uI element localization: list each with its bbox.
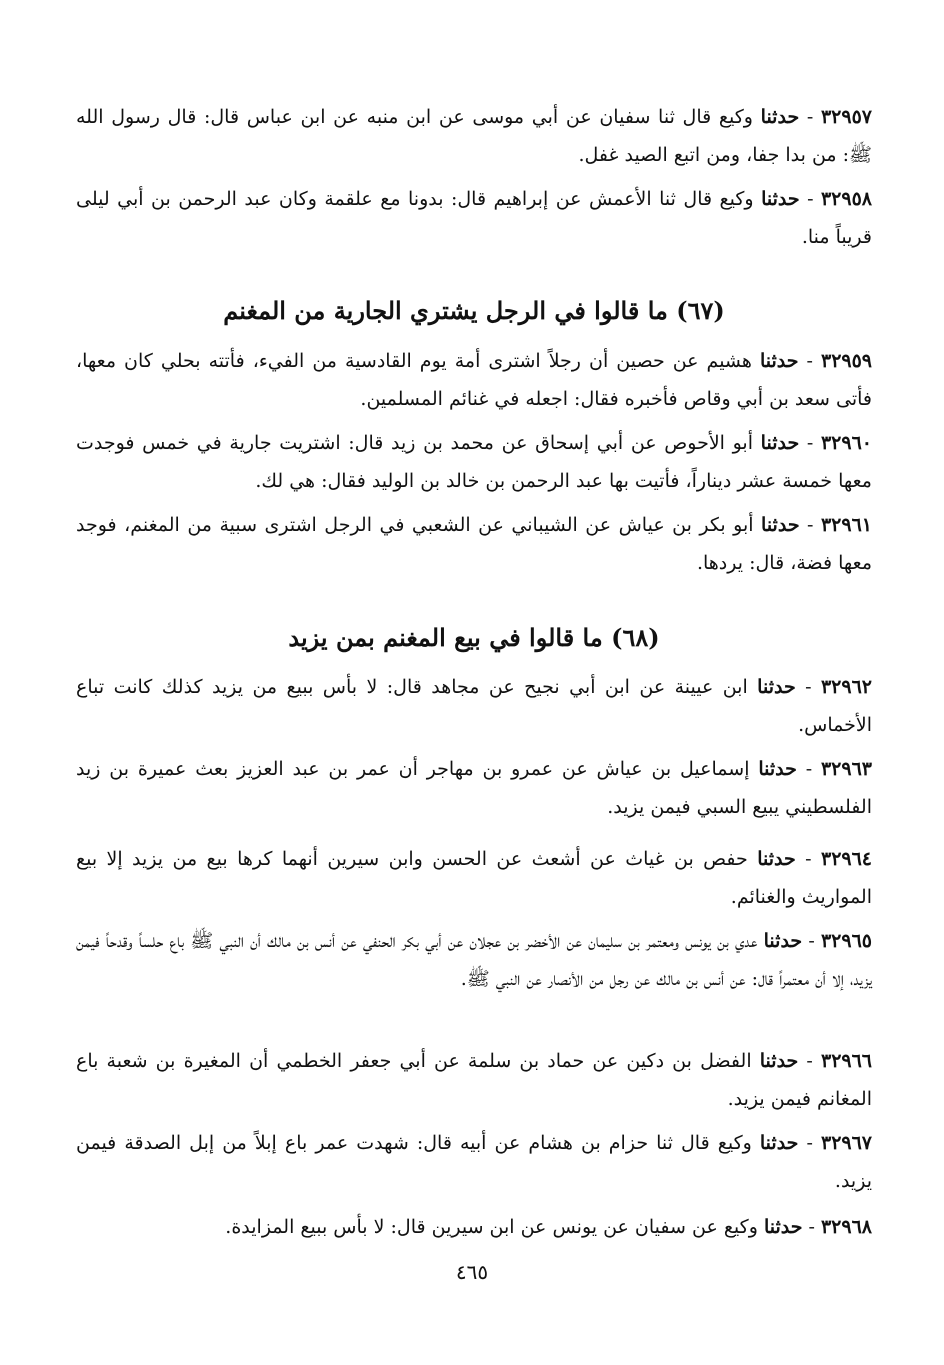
hadith-number: ٣٢٩٥٨: [820, 188, 872, 210]
hadith-number: ٣٢٩٦٦: [820, 1050, 873, 1072]
hadith-lead: حدثنا: [763, 1216, 803, 1238]
hadith-text: إسماعيل بن عياش عن عمرو بن مهاجر أن عمر بن عبد العزيز بعث عميرة بن زيد الفلسطيني يبيع السبي فيمن يزيد.: [76, 758, 872, 818]
hadith-number: ٣٢٩٦٤: [820, 848, 873, 870]
hadith-32968: ٣٢٩٦٨ - حدثنا وكيع عن سفيان عن يونس عن ابن سيرين قال: لا بأس ببيع المزايدة.: [225, 1216, 872, 1238]
hadith-number: ٣٢٩٦٧: [820, 1132, 873, 1154]
chapter-heading-67: (٦٧) ما قالوا في الرجل يشتري الجارية من المغنم: [223, 296, 725, 325]
hadith-lead: حدثنا: [761, 188, 800, 210]
hadith-lead: حدثنا: [761, 514, 800, 536]
hadith-number: ٣٢٩٦١: [820, 514, 872, 536]
hadith-lead: حدثنا: [757, 848, 796, 870]
hadith-text: حفص بن غياث عن أشعث عن الحسن وابن سيرين أنهما كرها بيع من يزيد إلا بيع المواريث والغنائم.: [76, 848, 872, 908]
hadith-text: وكيع عن سفيان عن يونس عن ابن سيرين قال: لا بأس ببيع المزايدة.: [225, 1216, 758, 1238]
hadith-number: ٣٢٩٦٣: [820, 758, 872, 780]
hadith-32963: ٣٢٩٦٣ - حدثنا إسماعيل بن عياش عن عمرو بن مهاجر أن عمر بن عبد العزيز بعث عميرة بن زيد الفلسطيني يبيع السبي فيمن يزيد.: [76, 758, 872, 818]
hadith-number: ٣٢٩٦٨: [820, 1216, 872, 1238]
hadith-lead: حدثنا: [759, 350, 799, 372]
hadith-32966: ٣٢٩٦٦ - حدثنا الفضل بن دكين عن حماد بن سلمة عن أبي جعفر الخطمي أن المغيرة بن شعبة باع المغانم فيمن يزيد.: [76, 1050, 873, 1110]
hadith-32962: ٣٢٩٦٢ - حدثنا ابن عيينة عن ابن أبي نجيح عن مجاهد قال: لا بأس ببيع من يزيد كذلك كانت تباع الأخماس.: [76, 676, 872, 736]
hadith-lead: حدثنا: [759, 1050, 799, 1072]
hadith-text: وكيع قال ثنا حزام بن هشام عن أبيه قال: شهدت عمر باع إبلاً من إبل الصدقة فيمن يزيد.: [76, 1132, 872, 1192]
chapter-heading-68: (٦٨) ما قالوا في بيع المغنم بمن يزيد: [288, 623, 660, 652]
hadith-lead: حدثنا: [760, 106, 800, 128]
hadith-text: الفضل بن دكين عن حماد بن سلمة عن أبي جعفر الخطمي أن المغيرة بن شعبة باع المغانم فيمن يزيد.: [76, 1050, 872, 1110]
hadith-32961: ٣٢٩٦١ - حدثنا أبو بكر بن عياش عن الشيباني عن الشعبي في الرجل اشترى سبية من المغنم، فوجد معها فضة، قال: يردها.: [76, 514, 872, 574]
hadith-32964: ٣٢٩٦٤ - حدثنا حفص بن غياث عن أشعث عن الحسن وابن سيرين أنهما كرها بيع من يزيد إلا بيع المواريث والغنائم.: [76, 848, 873, 908]
hadith-number: ٣٢٩٦٢: [820, 676, 872, 698]
hadith-lead: حدثنا: [759, 1132, 799, 1154]
hadith-32960: ٣٢٩٦٠ - حدثنا أبو الأحوص عن أبي إسحاق عن محمد بن زيد قال: اشتريت جارية في خمس فوجدت معها خمسة عشر ديناراً، فأتيت بها عبد الرحمن بن خالد بن الوليد فقال: هي لك.: [76, 432, 872, 492]
hadith-lead: حدثنا: [757, 676, 796, 698]
hadith-text: وكيع قال ثنا الأعمش عن إبراهيم قال: بدونا مع علقمة وكان عبد الرحمن بن أبي ليلى قريباً منا.: [76, 188, 872, 248]
hadith-text: أبو بكر بن عياش عن الشيباني عن الشعبي في الرجل اشترى سبية من المغنم، فوجد معها فضة، قال: يردها.: [76, 514, 872, 574]
hadith-text: عدي بن يونس ومعتمر بن سليمان عن الأخضر بن عجلان عن أبي بكر الحنفي عن أنس بن مالك أن النبي ﷺ باع حلساً وقدحاً فيمن يزيد، إلا أن معتمراً قال: عن أنس بن مالك عن رجل من الأنصار عن النبي ﷺ.: [76, 930, 872, 990]
hadith-text: أبو الأحوص عن أبي إسحاق عن محمد بن زيد قال: اشتريت جارية في خمس فوجدت معها خمسة عشر ديناراً، فأتيت بها عبد الرحمن بن خالد بن الوليد فقال: هي لك.: [76, 432, 872, 492]
hadith-number: ٣٢٩٥٩: [820, 350, 873, 372]
hadith-32967: ٣٢٩٦٧ - حدثنا وكيع قال ثنا حزام بن هشام عن أبيه قال: شهدت عمر باع إبلاً من إبل الصدقة فيمن يزيد.: [76, 1132, 873, 1192]
hadith-text: ابن عيينة عن ابن أبي نجيح عن مجاهد قال: لا بأس ببيع من يزيد كذلك كانت تباع الأخماس.: [76, 676, 872, 736]
hadith-lead: حدثنا: [758, 758, 797, 780]
hadith-lead: حدثنا: [763, 930, 803, 952]
hadith-32959: ٣٢٩٥٩ - حدثنا هشيم عن حصين أن رجلاً اشترى أمة يوم القادسية من الفيء، فأتته بحلي كان معها، فأتى سعد بن أبي وقاص فأخبره فقال: اجعله في غنائم المسلمين.: [76, 350, 873, 410]
page-number: ٤٦٥: [455, 1260, 489, 1284]
hadith-number: ٣٢٩٦٠: [820, 432, 872, 454]
hadith-32958: ٣٢٩٥٨ - حدثنا وكيع قال ثنا الأعمش عن إبراهيم قال: بدونا مع علقمة وكان عبد الرحمن بن أبي ليلى قريباً منا.: [76, 188, 872, 248]
hadith-lead: حدثنا: [760, 432, 800, 454]
hadith-number: ٣٢٩٥٧: [820, 106, 872, 128]
hadith-text: هشيم عن حصين أن رجلاً اشترى أمة يوم القادسية من الفيء، فأتته بحلي كان معها، فأتى سعد بن أبي وقاص فأخبره فقال: اجعله في غنائم المسلمين.: [76, 350, 872, 410]
hadith-number: ٣٢٩٦٥: [820, 930, 872, 952]
hadith-32965: ٣٢٩٦٥ - حدثنا عدي بن يونس ومعتمر بن سليمان عن الأخضر بن عجلان عن أبي بكر الحنفي عن أنس بن مالك أن النبي ﷺ باع حلساً وقدحاً فيمن يزيد، إلا أن معتمراً قال: عن أنس بن مالك عن رجل من الأنصار عن النبي ﷺ.: [76, 930, 872, 990]
hadith-text: وكيع قال ثنا سفيان عن أبي موسى عن ابن منبه عن ابن عباس قال: قال رسول الله ﷺ: من بدا جفا، ومن اتبع الصيد غفل.: [76, 106, 872, 166]
hadith-32957: ٣٢٩٥٧ - حدثنا وكيع قال ثنا سفيان عن أبي موسى عن ابن منبه عن ابن عباس قال: قال رسول الله ﷺ: من بدا جفا، ومن اتبع الصيد غفل.: [76, 106, 872, 166]
